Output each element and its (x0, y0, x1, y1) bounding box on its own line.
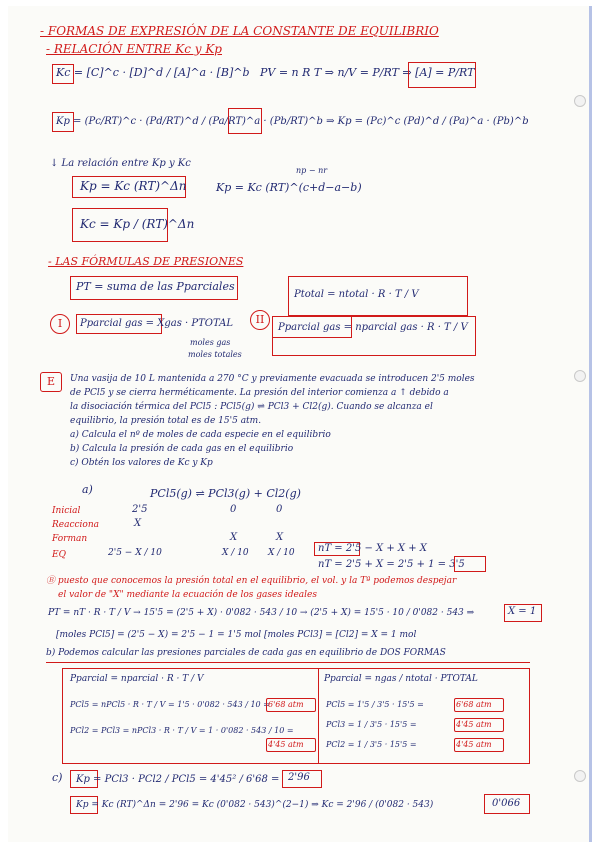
kp-simplified-box (228, 108, 262, 134)
p-total-formula: Ptotal = ntotal · R · T / V (294, 289, 419, 300)
left-formula: Pparcial = nparcial · R · T / V (70, 674, 204, 684)
moles-total-note: moles totales (188, 350, 242, 359)
row-reacciona: Reacciona (52, 520, 100, 530)
right-formula: Pparcial = ngas / ntotal · PTOTAL (324, 674, 478, 684)
punch-hole (574, 770, 586, 782)
kc-value: 0'066 (492, 798, 521, 809)
kc-calc: Kp = Kc (RT)^Δn = 2'96 = Kc (0'082 · 543)^(2−1) ⇒ Kc = 2'96 / (0'082 · 543) (76, 800, 434, 810)
forman-cl2: X (276, 532, 284, 543)
left-pcl5-result: 6'68 atm (268, 700, 304, 709)
page-subtitle: - RELACIÓN ENTRE Kc y Kp (46, 42, 222, 56)
moles-gas-note: moles gas (190, 338, 231, 347)
row-forman: Forman (52, 534, 88, 544)
pt-sum: PT = suma de las Pparciales (76, 280, 235, 293)
x-result: X = 1 (508, 606, 537, 617)
right-pcl2-result: 4'45 atm (456, 740, 492, 749)
kc-kp-relation: Kc = Kp / (RT)^Δn (80, 217, 195, 231)
reaction: PCl5(g) ⇌ PCl3(g) + Cl2(g) (150, 487, 301, 500)
punch-hole (574, 95, 586, 107)
right-pcl5-result: 6'68 atm (456, 700, 492, 709)
kp-calc: Kp = PCl3 · PCl2 / PCl5 = 4'45² / 6'68 = (76, 774, 280, 785)
question-a: a) Calcula el nº de moles de cada especie en el equilibrio (70, 430, 331, 440)
part-b-heading: b) Podemos calcular las presiones parciales de cada gas en equilibrio de DOS FORMAS (46, 648, 446, 658)
part-c-label: c) (52, 771, 63, 784)
punch-hole (574, 370, 586, 382)
problem-text-4: equilibrio, la presión total es de 15'5 atm. (70, 416, 262, 426)
explain-2: el valor de "X" mediante la ecuación de los gases ideales (58, 590, 317, 600)
nt-sum: nT = 2'5 − X + X + X (318, 543, 427, 554)
page-title: - FORMAS DE EXPRESIÓN DE LA CONSTANTE DE EQUILIBRIO (40, 24, 439, 38)
right-pcl2: PCl2 = 1 / 3'5 · 15'5 = (326, 740, 417, 749)
problem-text-1: Una vasija de 10 L mantenida a 270 °C y previamente evacuada se introducen 2'5 moles (70, 374, 475, 384)
eq-pcl3: X / 10 (222, 548, 249, 558)
kp-formula: Kp = (Pc/RT)^c · (Pd/RT)^d / (Pa/RT)^a · (Pb/RT)^b ⇒ Kp = (Pc)^c (Pd)^d / (Pa)^a · (Pb)^b (56, 116, 529, 127)
question-c: c) Obtén los valores de Kc y Kp (70, 458, 213, 468)
pt-equation: PT = nT · R · T / V → 15'5 = (2'5 + X) · 0'082 · 543 / 10 → (2'5 + X) = 15'5 · 10 / 0'082 · 543 ⇒ (48, 608, 475, 618)
p-partial-x: Pparcial gas = Xgas · PTOTAL (80, 318, 233, 329)
right-pcl5: PCl5 = 1'5 / 3'5 · 15'5 = (326, 700, 424, 709)
right-pcl3-result: 4'45 atm (456, 720, 492, 729)
eq-cl2: X / 10 (268, 548, 295, 558)
row-eq: EQ (52, 550, 66, 560)
inicial-cl2: 0 (276, 504, 283, 515)
forman-pcl3: X (230, 532, 238, 543)
roman-one-circle: I (50, 314, 70, 334)
part-b-divider (318, 668, 319, 764)
row-inicial: Inicial (52, 506, 81, 516)
right-pcl3: PCl3 = 1 / 3'5 · 15'5 = (326, 720, 417, 729)
kp-value: 2'96 (288, 772, 310, 783)
left-pcl2-result: 4'45 atm (268, 740, 304, 749)
part-b-underline (46, 662, 530, 663)
reacciona-pcl5: X (134, 518, 142, 529)
nt-result-box (454, 556, 486, 572)
pressures-heading: - LAS FÓRMULAS DE PRESIONES (48, 255, 244, 268)
left-pcl5: PCl5 = nPCl5 · R · T / V = 1'5 · 0'082 · 543 / 10 = (70, 700, 270, 709)
p-partial-n: Pparcial gas = nparcial gas · R · T / V (278, 322, 468, 333)
problem-text-2: de PCl5 y se cierra herméticamente. La presión del interior comienza a ↑ debido a (70, 388, 449, 398)
problem-label: E (40, 372, 62, 392)
inicial-pcl3: 0 (230, 504, 237, 515)
np-nr-note: np − nr (296, 166, 328, 175)
nt-result: nT = 2'5 + X = 2'5 + 1 = 3'5 (318, 559, 465, 570)
explain-1: Ⓑ puesto que conocemos la presión total en el equilibrio, el vol. y la Tª podemos despejar (46, 576, 457, 586)
left-pcl2: PCl2 = PCl3 = nPCl3 · R · T / V = 1 · 0'082 · 543 / 10 = (70, 726, 294, 735)
question-b: b) Calcula la presión de cada gas en el equilibrio (70, 444, 294, 454)
part-a-label: a) (82, 483, 93, 496)
problem-text-3: la disociación térmica del PCl5 : PCl5(g) ⇌ PCl3 + Cl2(g). Cuando se alcanza el (70, 402, 433, 412)
inicial-pcl5: 2'5 (132, 504, 148, 515)
eq-pcl5: 2'5 − X / 10 (108, 548, 162, 558)
kp-expanded: Kp = Kc (RT)^(c+d−a−b) (216, 181, 362, 194)
kp-kc-relation: Kp = Kc (RT)^Δn (80, 179, 187, 193)
relation-note: ↓ La relación entre Kp y Kc (50, 158, 191, 169)
kc-formula: Kc = [C]^c · [D]^d / [A]^a · [B]^b (56, 66, 250, 79)
ideal-gas-relation: PV = n R T ⇒ n/V = P/RT ⇒ [A] = P/RT (260, 66, 475, 79)
moles-result: [moles PCl5] = (2'5 − X) = 2'5 − 1 = 1'5 mol [moles PCl3] = [Cl2] = X = 1 mol (56, 630, 417, 640)
concentration-box (408, 62, 476, 88)
roman-two-circle: II (250, 310, 270, 330)
